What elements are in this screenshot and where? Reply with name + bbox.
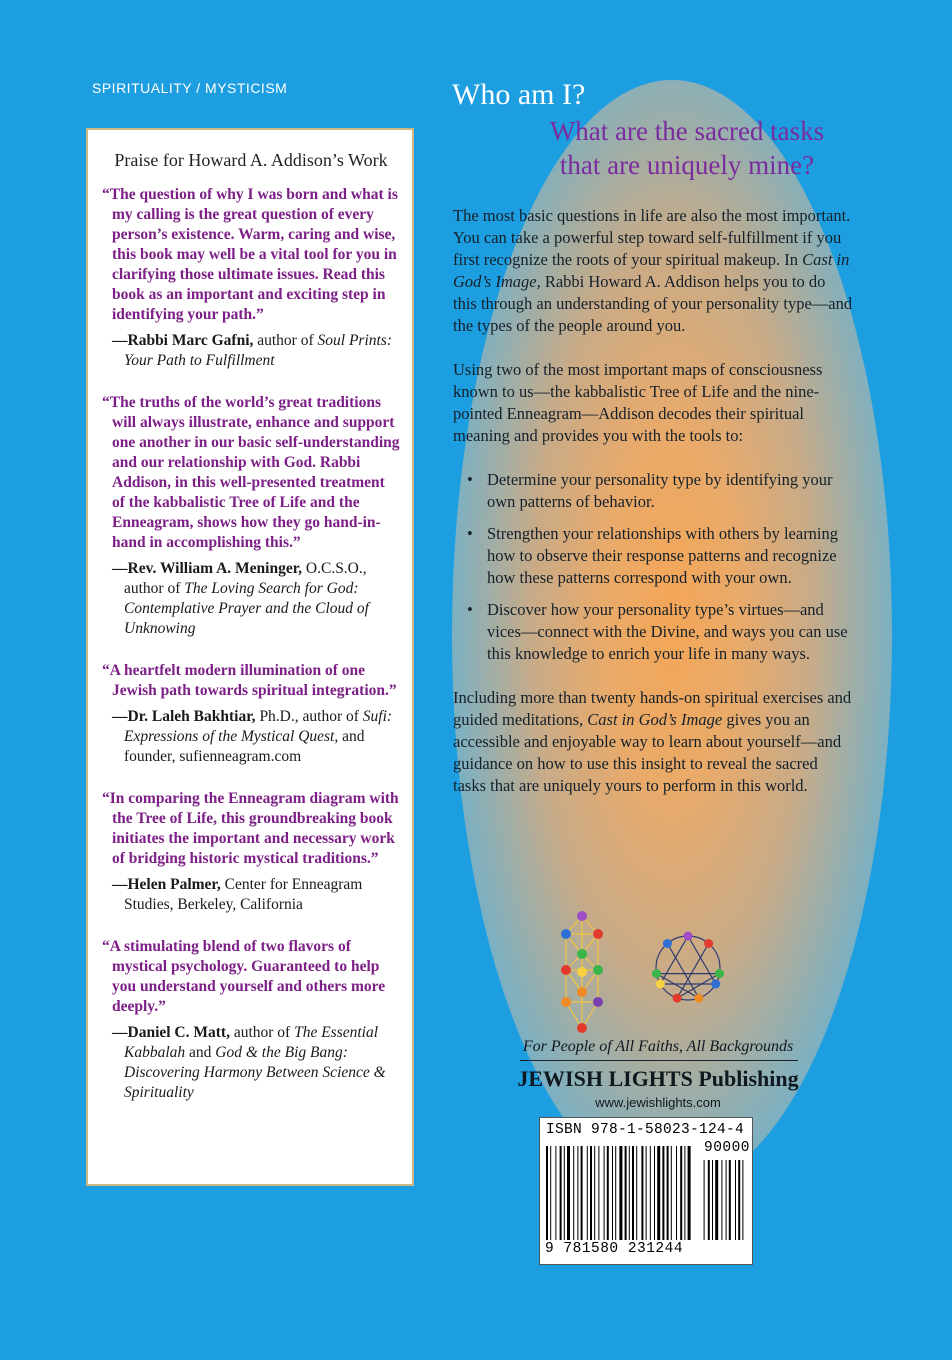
quote-block: [102, 393, 400, 639]
description-text: Including more than twenty hands-on spiritual exercises and guided meditations,: [453, 688, 852, 729]
description: [453, 205, 853, 819]
barcode-bar: [564, 1146, 565, 1240]
barcode-bar: [560, 1146, 562, 1240]
book-title: Cast in God’s Image,: [453, 250, 850, 291]
barcode-bar: [629, 1146, 630, 1240]
barcode-bar: [688, 1146, 691, 1240]
description-text: Rabbi Howard A. Addison helps you to do this through an understanding of your personality type—and the types of the people around you.: [453, 272, 853, 335]
barcode-bar: [641, 1146, 643, 1240]
benefit-list: [453, 469, 853, 665]
barcode-bar: [573, 1146, 574, 1240]
barcode-bar: [721, 1160, 722, 1240]
barcode-bar: [662, 1146, 664, 1240]
quote-attribution: [112, 875, 400, 915]
quote-attribution: [112, 1023, 400, 1103]
barcode-bar: [577, 1146, 578, 1240]
barcode-bar: [567, 1146, 570, 1240]
tagline: For People of All Faiths, All Backgrounds: [522, 1038, 794, 1055]
quote-credit-title: The Loving Search for God: Contemplative Prayer and the Cloud of Unknowing: [124, 580, 369, 637]
barcode-bar: [581, 1146, 583, 1240]
barcode-bar: [729, 1160, 731, 1240]
barcode-bar: [619, 1146, 622, 1240]
quote-attribution: [112, 559, 400, 639]
list-item: • Discover how your personality type’s virtues—and vices—connect with the Divine, and ways you can use this knowledge to enrich your life in many ways.: [453, 599, 853, 665]
description-paragraph: [453, 687, 853, 797]
book-title: Cast in God’s Image: [587, 710, 723, 729]
barcode-bar: [587, 1146, 588, 1240]
barcode-digits: 9 781580 231244: [545, 1241, 684, 1257]
barcode-bar: [598, 1146, 599, 1240]
quote-credit: author of: [229, 1024, 295, 1041]
description-paragraph: [453, 205, 853, 337]
quote-author: —Helen Palmer,: [112, 876, 221, 893]
publisher-website: www.jewishlights.com: [595, 1095, 721, 1110]
quote-block: [102, 185, 400, 371]
diagrams: [552, 910, 742, 1040]
description-text: The most basic questions in life are also the most important. You can take a powerful step toward self-fulfillment if you first recognize the roots of your spiritual makeup. In: [453, 206, 851, 269]
quote-author: —Daniel C. Matt,: [112, 1024, 230, 1041]
quote-credit-title-2: God & the Big Bang: Discovering Harmony Between Science & Spirituality: [124, 1044, 386, 1101]
quote-credit-post: and: [185, 1044, 216, 1061]
category-label: SPIRITUALITY / MYSTICISM: [92, 80, 288, 96]
quote-credit: O.C.S.O., author of: [124, 560, 367, 597]
barcode-bar: [555, 1146, 556, 1240]
quote-text: “A heartfelt modern illumination of one Jewish path towards spiritual integration.”: [102, 662, 397, 699]
barcode-bar: [612, 1146, 613, 1240]
list-item: • Strengthen your relationships with others by learning how to observe their response patterns and recognize how these patterns correspond with your own.: [453, 523, 853, 589]
barcode-bar: [654, 1146, 655, 1240]
barcode-bar: [594, 1146, 595, 1240]
barcode-bar: [708, 1160, 710, 1240]
divider: [520, 1060, 798, 1061]
barcode-bar: [676, 1146, 677, 1240]
quote-credit-title: Soul Prints: Your Path to Fulfillment: [124, 332, 393, 369]
barcode-bar: [632, 1146, 634, 1240]
barcode-bar: [742, 1160, 743, 1240]
praise-panel: [86, 128, 414, 1186]
publisher-name: JEWISH LIGHTS Publishing: [517, 1066, 799, 1091]
quote-credit: author of: [253, 332, 318, 349]
barcode-bar: [590, 1146, 592, 1240]
quote-credit: Ph.D., author of: [255, 708, 363, 725]
barcode-bar: [636, 1146, 637, 1240]
barcode-bar: [604, 1146, 605, 1240]
quote-credit: Center for Enneagram Studies, Berkeley, California: [124, 876, 363, 913]
barcode-bar: [712, 1160, 713, 1240]
headline-question-2: What are the sacred tasks that are uniquely mine?: [549, 116, 825, 180]
barcode-bar: [625, 1146, 627, 1240]
barcode-bar: [550, 1146, 551, 1240]
quote-credit-title: The Essential Kabbalah: [124, 1024, 379, 1061]
quote-author: —Rev. William A. Meninger,: [112, 560, 303, 577]
list-item: • Determine your personality type by identifying your own patterns of behavior.: [453, 469, 853, 513]
quote-block: [102, 661, 400, 767]
quote-block: [102, 789, 400, 915]
barcode-bar: [615, 1146, 616, 1240]
quote-block: [102, 937, 400, 1103]
barcode-bar: [607, 1146, 609, 1240]
quote-credit-title: Sufi: Expressions of the Mystical Quest,: [124, 708, 393, 745]
tree-of-life-icon: [561, 911, 603, 1033]
barcode-bar: [704, 1160, 705, 1240]
quote-author: —Dr. Laleh Bakhtiar,: [112, 708, 256, 725]
barcode-bar: [680, 1146, 682, 1240]
quote-attribution: [112, 331, 400, 371]
praise-title: Praise for Howard A. Addison’s Work: [114, 150, 388, 170]
quote-credit-post: and founder, sufienneagram.com: [124, 728, 365, 765]
barcode-bar: [667, 1146, 669, 1240]
price-code: 90000: [704, 1140, 751, 1156]
barcode-bar: [657, 1146, 660, 1240]
enneagram-icon: [652, 932, 724, 1003]
barcode-bar: [684, 1146, 685, 1240]
headline-question-1: Who am I?: [452, 78, 586, 111]
quote-attribution: [112, 707, 400, 767]
barcode-bar: [546, 1146, 548, 1240]
quote-text: “In comparing the Enneagram diagram with the Tree of Life, this groundbreaking book initiates the important and necessary work of bridging historic mystical traditions.”: [102, 790, 399, 867]
barcode-bar: [735, 1160, 736, 1240]
barcode-bar: [671, 1146, 672, 1240]
description-text: gives you an accessible and enjoyable way to learn about yourself—and guidance on how to use this insight to reveal the sacred tasks that are uniquely yours to perform in this world.: [453, 710, 842, 795]
quote-text: “A stimulating blend of two flavors of mystical psychology. Guaranteed to help you understand yourself and others more deeply.”: [102, 938, 386, 1015]
barcode-bar: [715, 1160, 718, 1240]
quote-author: —Rabbi Marc Gafni,: [112, 332, 254, 349]
barcode-bar: [650, 1146, 651, 1240]
barcode-bar: [726, 1160, 727, 1240]
barcode-bar: [646, 1146, 647, 1240]
barcode-bar: [738, 1160, 740, 1240]
isbn-label: ISBN 978-1-58023-124-4: [546, 1122, 745, 1138]
description-paragraph: Using two of the most important maps of consciousness known to us—the kabbalistic Tree of Life and the nine-pointed Enneagram—Addison decodes their spiritual meaning and provides you with the tools to:: [453, 360, 823, 445]
quote-text: “The question of why I was born and what is my calling is the great question of every person’s existence. Warm, caring and wise, this book may well be a vital tool for you in clarifying those ultimate issues. Read this book as an important and exciting step in identifying your path.”: [102, 186, 398, 323]
quote-text: “The truths of the world’s great traditions will always illustrate, enhance and support one another in our basic self-understanding and our relationship with God. Rabbi Addison, in this well-presented treatment of the kabbalistic Tree of Life and the Enneagram, shows how they go hand-in-hand in accomplishing this.”: [102, 394, 400, 551]
